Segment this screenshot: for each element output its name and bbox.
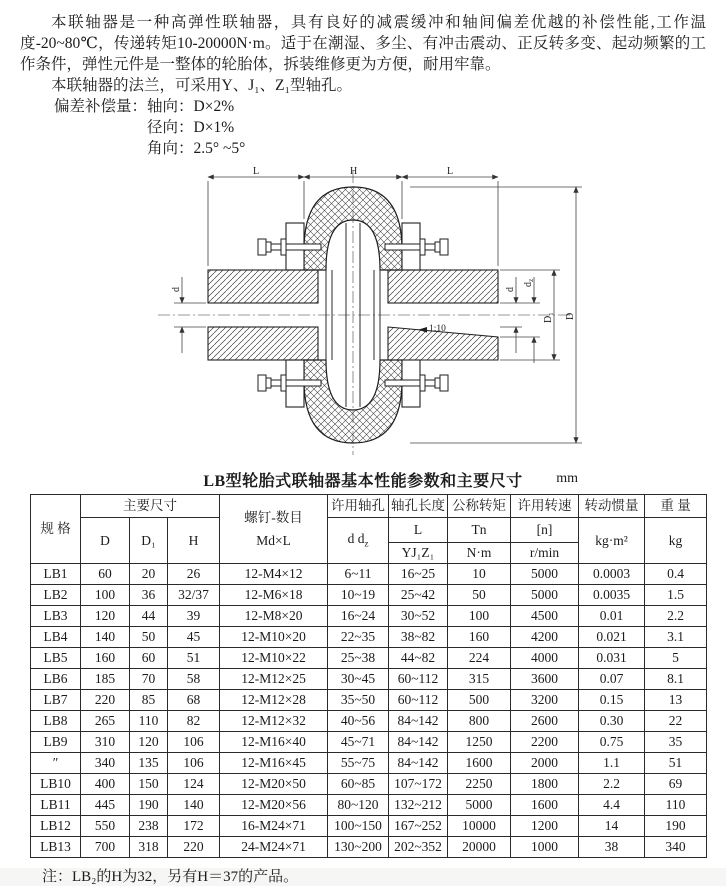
value-cell: 68 — [168, 690, 220, 711]
value-cell: 0.0003 — [579, 564, 645, 585]
dim-label-d-right: d — [505, 287, 516, 292]
value-cell: 140 — [81, 627, 130, 648]
value-cell: 22 — [645, 711, 707, 732]
header-bore-length: 轴孔长度 — [389, 495, 448, 518]
table-row — [31, 669, 707, 690]
spec-cell: LB6 — [31, 669, 81, 690]
dim-label-D: D — [565, 312, 576, 320]
table-row — [31, 627, 707, 648]
value-cell: 160 — [448, 627, 511, 648]
value-cell: 12-M8×20 — [220, 606, 328, 627]
value-cell: 132~212 — [389, 795, 448, 816]
compensation-label: 偏差补偿量： — [54, 98, 148, 115]
value-cell: 2200 — [511, 732, 579, 753]
compensation-item-axial: 轴向：D×2% — [147, 98, 235, 115]
spec-table-body — [31, 564, 707, 858]
value-cell: 500 — [448, 690, 511, 711]
spec-cell: LB3 — [31, 606, 81, 627]
table-row — [31, 774, 707, 795]
value-cell: 25~38 — [328, 648, 389, 669]
taper-label: 1:10 — [429, 324, 446, 334]
value-cell: 44 — [130, 606, 168, 627]
value-cell: 45 — [168, 627, 220, 648]
spec-cell: ″ — [31, 753, 81, 774]
value-cell: 4000 — [511, 648, 579, 669]
value-cell: 84~142 — [389, 732, 448, 753]
value-cell: 4.4 — [579, 795, 645, 816]
value-cell: 315 — [448, 669, 511, 690]
table-row — [31, 564, 707, 585]
value-cell: 12-M16×40 — [220, 732, 328, 753]
header-D1: D₁ — [130, 518, 168, 564]
header-screws: 螺钉-数目 Md×L — [220, 495, 328, 564]
header-torque-sym: Tn — [448, 518, 511, 543]
value-cell: 14 — [579, 816, 645, 837]
value-cell: 25~42 — [389, 585, 448, 606]
header-inertia-unit: kg·m² — [579, 518, 645, 564]
value-cell: 8.1 — [645, 669, 707, 690]
dim-label-H: H — [350, 166, 358, 177]
value-cell: 318 — [130, 837, 168, 858]
value-cell: 106 — [168, 732, 220, 753]
value-cell: 60~85 — [328, 774, 389, 795]
value-cell: 44~82 — [389, 648, 448, 669]
intro-section — [20, 12, 706, 159]
value-cell: 39 — [168, 606, 220, 627]
value-cell: 190 — [645, 816, 707, 837]
value-cell: 4200 — [511, 627, 579, 648]
spec-cell: LB13 — [31, 837, 81, 858]
spec-cell: LB9 — [31, 732, 81, 753]
table-row — [31, 585, 707, 606]
header-H: H — [168, 518, 220, 564]
value-cell: 70 — [130, 669, 168, 690]
value-cell: 5000 — [511, 585, 579, 606]
value-cell: 38 — [579, 837, 645, 858]
value-cell: 80~120 — [328, 795, 389, 816]
value-cell: 12-M10×22 — [220, 648, 328, 669]
value-cell: 84~142 — [389, 753, 448, 774]
value-cell: 1600 — [511, 795, 579, 816]
value-cell: 160 — [81, 648, 130, 669]
value-cell: 5000 — [511, 564, 579, 585]
value-cell: 69 — [645, 774, 707, 795]
value-cell: 202~352 — [389, 837, 448, 858]
value-cell: 2.2 — [645, 606, 707, 627]
header-torque-unit: N·m — [448, 543, 511, 564]
value-cell: 1600 — [448, 753, 511, 774]
value-cell: 40~56 — [328, 711, 389, 732]
value-cell: 100~150 — [328, 816, 389, 837]
value-cell: 3600 — [511, 669, 579, 690]
spec-cell: LB10 — [31, 774, 81, 795]
value-cell: 2000 — [511, 753, 579, 774]
dim-label-dz: $d_z$ — [523, 278, 535, 287]
value-cell: 45~71 — [328, 732, 389, 753]
header-speed: 许用转速 — [511, 495, 579, 518]
header-inertia: 转动惯量 — [579, 495, 645, 518]
value-cell: 0.031 — [579, 648, 645, 669]
value-cell: 0.021 — [579, 627, 645, 648]
table-row — [31, 816, 707, 837]
value-cell: 13 — [645, 690, 707, 711]
value-cell: 60 — [130, 648, 168, 669]
value-cell: 0.4 — [645, 564, 707, 585]
value-cell: 84~142 — [389, 711, 448, 732]
value-cell: 30~45 — [328, 669, 389, 690]
value-cell: 172 — [168, 816, 220, 837]
value-cell: 5 — [645, 648, 707, 669]
value-cell: 1200 — [511, 816, 579, 837]
value-cell: 12-M12×25 — [220, 669, 328, 690]
value-cell: 800 — [448, 711, 511, 732]
value-cell: 400 — [81, 774, 130, 795]
value-cell: 100 — [81, 585, 130, 606]
value-cell: 265 — [81, 711, 130, 732]
table-row — [31, 795, 707, 816]
value-cell: 4500 — [511, 606, 579, 627]
value-cell: 82 — [168, 711, 220, 732]
header-weight: 重 量 — [645, 495, 707, 518]
footnote: 注：LB₂的H为32，另有H＝37的产品。 — [42, 869, 299, 885]
value-cell: 2600 — [511, 711, 579, 732]
value-cell: 30~52 — [389, 606, 448, 627]
value-cell: 110 — [645, 795, 707, 816]
value-cell: 106 — [168, 753, 220, 774]
value-cell: 120 — [81, 606, 130, 627]
value-cell: 550 — [81, 816, 130, 837]
spec-cell: LB12 — [31, 816, 81, 837]
value-cell: 22~35 — [328, 627, 389, 648]
header-weight-unit: kg — [645, 518, 707, 564]
value-cell: 10 — [448, 564, 511, 585]
value-cell: 2250 — [448, 774, 511, 795]
value-cell: 35 — [645, 732, 707, 753]
header-speed-sym: [n] — [511, 518, 579, 543]
header-spec: 规 格 — [31, 495, 81, 564]
table-row — [31, 753, 707, 774]
table-row — [31, 690, 707, 711]
value-cell: 85 — [130, 690, 168, 711]
value-cell: 100 — [448, 606, 511, 627]
spec-cell: LB7 — [31, 690, 81, 711]
intro-paragraph-1: 本联轴器是一种高弹性联轴器，具有良好的减震缓冲和轴间偏差优越的补偿性能,工作温度-20~80℃，传递转矩10-20000N·m。适于在潮湿、多尘、有冲击震动、正反转多变、起动频繁的工作条件，弹性元件是一整体的轮胎体，拆装维修更为方便，耐用牢靠。 — [20, 14, 706, 73]
value-cell: 220 — [168, 837, 220, 858]
spec-cell: LB4 — [31, 627, 81, 648]
value-cell: 12-M6×18 — [220, 585, 328, 606]
header-bore: 许用轴孔 — [328, 495, 389, 518]
value-cell: 167~252 — [389, 816, 448, 837]
value-cell: 24-M24×71 — [220, 837, 328, 858]
value-cell: 2.2 — [579, 774, 645, 795]
table-title-row — [20, 468, 706, 492]
value-cell: 12-M20×56 — [220, 795, 328, 816]
value-cell: 6~11 — [328, 564, 389, 585]
value-cell: 445 — [81, 795, 130, 816]
dim-label-L-right: L — [447, 166, 454, 177]
value-cell: 36 — [130, 585, 168, 606]
value-cell: 16~25 — [389, 564, 448, 585]
dim-label-d-left: d — [171, 287, 182, 292]
value-cell: 51 — [645, 753, 707, 774]
value-cell: 1800 — [511, 774, 579, 795]
value-cell: 190 — [130, 795, 168, 816]
spec-table-header — [31, 495, 707, 564]
value-cell: 0.75 — [579, 732, 645, 753]
value-cell: 26 — [168, 564, 220, 585]
value-cell: 107~172 — [389, 774, 448, 795]
value-cell: 3200 — [511, 690, 579, 711]
value-cell: 50 — [448, 585, 511, 606]
value-cell: 50 — [130, 627, 168, 648]
value-cell: 0.30 — [579, 711, 645, 732]
header-D: D — [81, 518, 130, 564]
value-cell: 1000 — [511, 837, 579, 858]
value-cell: 35~50 — [328, 690, 389, 711]
dim-label-L-left: L — [253, 166, 260, 177]
header-main-dims: 主要尺寸 — [81, 495, 220, 518]
value-cell: 340 — [81, 753, 130, 774]
compensation-item-angular: 角向：2.5° ~5° — [147, 140, 246, 157]
table-row — [31, 711, 707, 732]
value-cell: 12-M12×28 — [220, 690, 328, 711]
value-cell: 60~112 — [389, 690, 448, 711]
value-cell: 12-M20×50 — [220, 774, 328, 795]
spec-cell: LB1 — [31, 564, 81, 585]
value-cell: 12-M12×32 — [220, 711, 328, 732]
value-cell: 10000 — [448, 816, 511, 837]
spec-cell: LB5 — [31, 648, 81, 669]
value-cell: 12-M4×12 — [220, 564, 328, 585]
value-cell: 185 — [81, 669, 130, 690]
value-cell: 16~24 — [328, 606, 389, 627]
value-cell: 5000 — [448, 795, 511, 816]
spec-cell: LB8 — [31, 711, 81, 732]
value-cell: 0.01 — [579, 606, 645, 627]
header-bore-length-L: L — [389, 518, 448, 543]
value-cell: 0.07 — [579, 669, 645, 690]
value-cell: 224 — [448, 648, 511, 669]
value-cell: 1.5 — [645, 585, 707, 606]
value-cell: 120 — [130, 732, 168, 753]
spec-cell: LB2 — [31, 585, 81, 606]
value-cell: 32/37 — [168, 585, 220, 606]
value-cell: 38~82 — [389, 627, 448, 648]
value-cell: 1250 — [448, 732, 511, 753]
header-speed-unit: r/min — [511, 543, 579, 564]
value-cell: 150 — [130, 774, 168, 795]
header-bore-sym: d $d_z$ — [328, 518, 389, 564]
table-row — [31, 606, 707, 627]
intro-paragraph-2: 本联轴器的法兰，可采用Y、J₁、Z₁型轴孔。 — [51, 77, 353, 94]
table-title: LB型轮胎式联轴器基本性能参数和主要尺寸 — [203, 473, 523, 490]
compensation-block — [54, 96, 706, 159]
value-cell: 1.1 — [579, 753, 645, 774]
compensation-item-radial: 径向：D×1% — [147, 119, 235, 136]
value-cell: 340 — [645, 837, 707, 858]
value-cell: 60 — [81, 564, 130, 585]
value-cell: 124 — [168, 774, 220, 795]
value-cell: 60~112 — [389, 669, 448, 690]
header-torque: 公称转矩 — [448, 495, 511, 518]
value-cell: 135 — [130, 753, 168, 774]
value-cell: 51 — [168, 648, 220, 669]
value-cell: 0.0035 — [579, 585, 645, 606]
dim-label-D1: D₁ — [543, 312, 554, 323]
compensation-items — [147, 96, 245, 159]
value-cell: 16-M24×71 — [220, 816, 328, 837]
table-row — [31, 648, 707, 669]
value-cell: 110 — [130, 711, 168, 732]
value-cell: 0.15 — [579, 690, 645, 711]
value-cell: 20000 — [448, 837, 511, 858]
value-cell: 310 — [81, 732, 130, 753]
value-cell: 3.1 — [645, 627, 707, 648]
value-cell: 20 — [130, 564, 168, 585]
table-row — [31, 837, 707, 858]
figure-container — [118, 165, 706, 466]
coupling-diagram — [118, 165, 598, 461]
value-cell: 140 — [168, 795, 220, 816]
table-row — [31, 732, 707, 753]
value-cell: 55~75 — [328, 753, 389, 774]
table-unit-label: mm — [556, 471, 578, 486]
value-cell: 12-M16×45 — [220, 753, 328, 774]
spec-table — [30, 494, 707, 858]
value-cell: 12-M10×20 — [220, 627, 328, 648]
header-bore-length-types: YJ₁Z₁ — [389, 543, 448, 564]
value-cell: 220 — [81, 690, 130, 711]
value-cell: 58 — [168, 669, 220, 690]
value-cell: 238 — [130, 816, 168, 837]
value-cell: 700 — [81, 837, 130, 858]
value-cell: 130~200 — [328, 837, 389, 858]
value-cell: 10~19 — [328, 585, 389, 606]
spec-cell: LB11 — [31, 795, 81, 816]
